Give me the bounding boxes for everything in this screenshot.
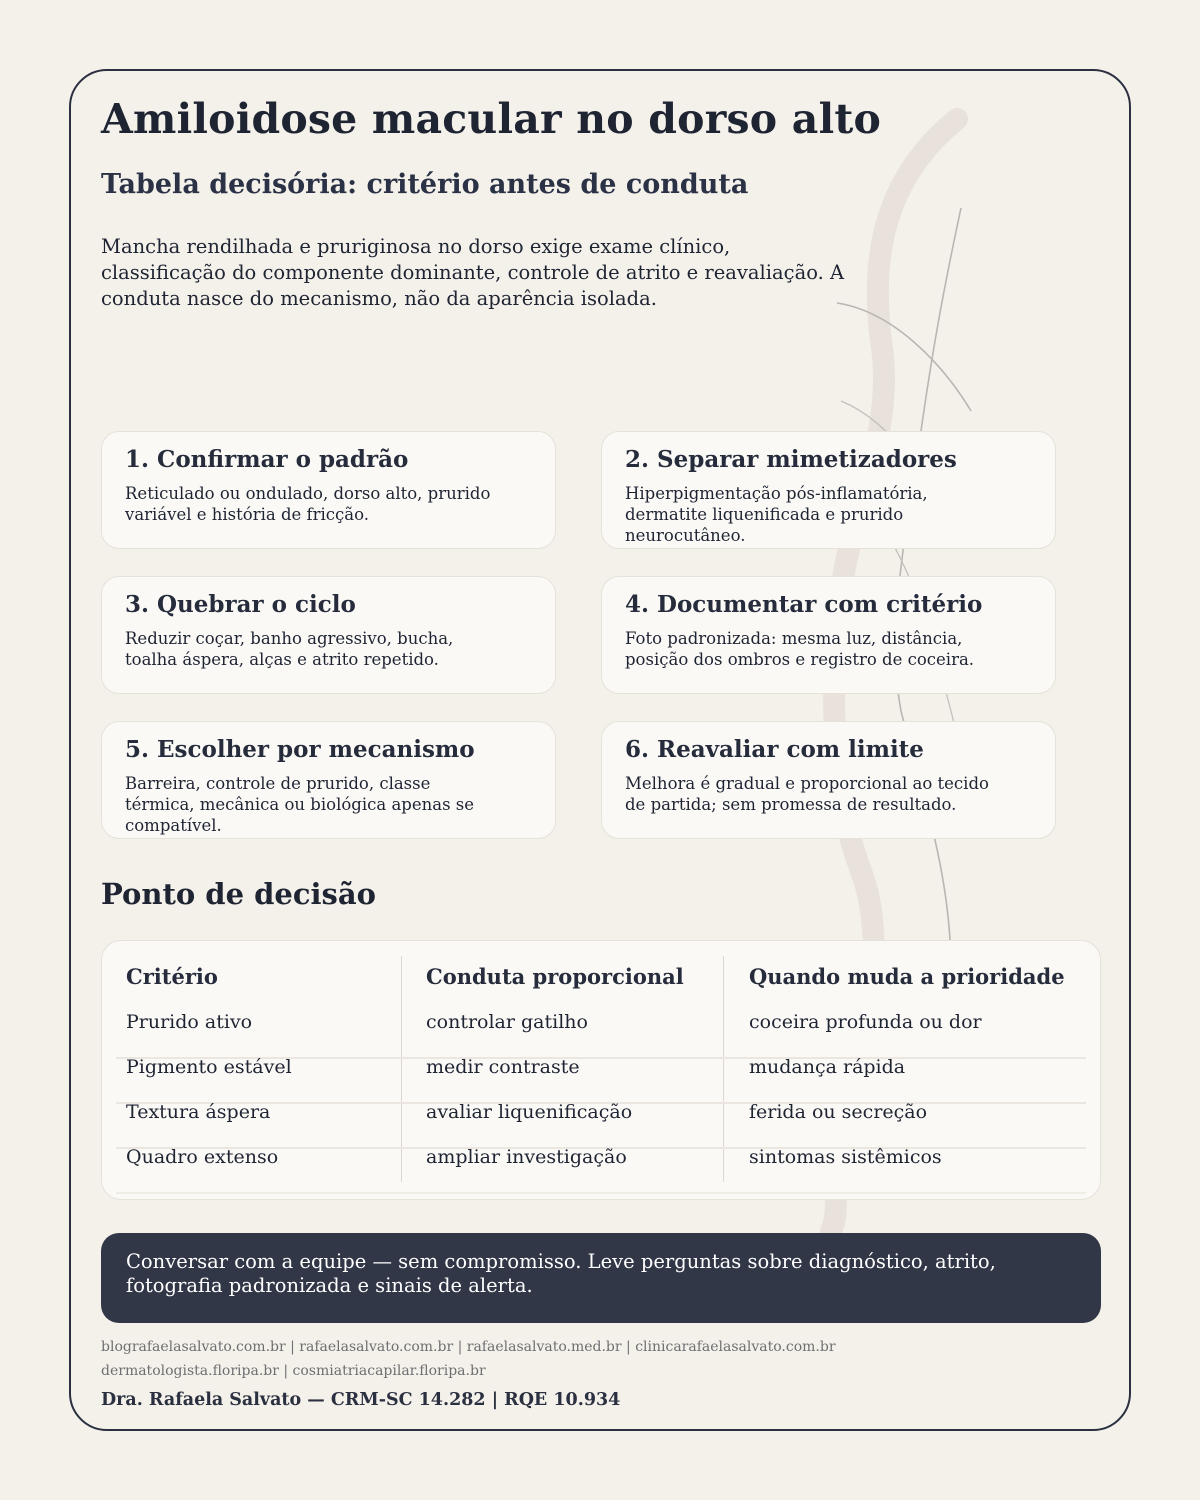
- table-header-conduta: Conduta proporcional: [426, 964, 684, 989]
- step-card-3: [101, 576, 556, 694]
- step-text: Reduzir coçar, banho agressivo, bucha, toalha áspera, alças e atrito repetido.: [125, 629, 454, 669]
- step-title: 5. Escolher por mecanismo: [125, 736, 475, 763]
- step-text: Barreira, controle de prurido, classe térmica, mecânica ou biológica apenas se compatível.: [125, 774, 475, 835]
- step-title: 2. Separar mimetizadores: [625, 446, 957, 473]
- step-card-2: [601, 431, 1056, 549]
- step-text: Melhora é gradual e proporcional ao tecido de partida; sem promessa de resultado.: [625, 774, 989, 814]
- page-title: Amiloidose macular no dorso alto: [101, 95, 882, 143]
- table-header-prioridade: Quando muda a prioridade: [749, 964, 1065, 989]
- page-subtitle: Tabela decisória: critério antes de conduta: [101, 169, 749, 200]
- table-cell: Prurido ativo: [126, 1011, 253, 1033]
- step-card-5: [101, 721, 556, 839]
- decision-table: [101, 940, 1101, 1200]
- decision-section-title: Ponto de decisão: [101, 877, 376, 911]
- step-text: Hiperpigmentação pós-inflamatória, dermatite liquenificada e prurido neurocutâneo.: [625, 484, 928, 545]
- table-cell: Textura áspera: [126, 1101, 271, 1123]
- table-cell: Quadro extenso: [126, 1146, 279, 1168]
- table-cell: sintomas sistêmicos: [749, 1146, 942, 1168]
- step-title: 1. Confirmar o padrão: [125, 446, 409, 473]
- table-cell: avaliar liquenificação: [426, 1101, 633, 1123]
- step-text: Reticulado ou ondulado, dorso alto, prurido variável e história de fricção.: [125, 484, 491, 524]
- content: [71, 71, 1131, 1431]
- footer-links-line: blografaelasalvato.com.br | rafaelasalvato.com.br | rafaelasalvato.med.br | clinicarafaelasalvato.com.br: [101, 1339, 836, 1355]
- step-card-6: [601, 721, 1056, 839]
- table-cell: controlar gatilho: [426, 1011, 588, 1033]
- footer-links: [101, 1335, 836, 1383]
- table-cell: ampliar investigação: [426, 1146, 627, 1168]
- infographic-frame: [69, 69, 1131, 1431]
- table-header-criterio: Critério: [126, 964, 218, 989]
- step-title: 6. Reavaliar com limite: [625, 736, 924, 763]
- step-title: 3. Quebrar o ciclo: [125, 591, 356, 618]
- cta-banner[interactable]: [101, 1233, 1101, 1323]
- step-title: 4. Documentar com critério: [625, 591, 983, 618]
- row-divider: [116, 1192, 1086, 1194]
- cta-text: Conversar com a equipe — sem compromisso. Leve perguntas sobre diagnóstico, atrito, fotografia padronizada e sinais de alerta.: [126, 1250, 996, 1297]
- table-cell: coceira profunda ou dor: [749, 1011, 982, 1033]
- step-card-1: [101, 431, 556, 549]
- doctor-signature: Dra. Rafaela Salvato — CRM-SC 14.282 | RQE 10.934: [101, 1390, 621, 1410]
- intro-text: Mancha rendilhada e pruriginosa no dorso exige exame clínico, classificação do componente dominante, controle de atrito e reavaliação. A conduta nasce do mecanismo, não da aparência isolada.: [101, 235, 845, 310]
- table-cell: mudança rápida: [749, 1056, 906, 1078]
- step-card-4: [601, 576, 1056, 694]
- table-cell: ferida ou secreção: [749, 1101, 928, 1123]
- table-cell: Pigmento estável: [126, 1056, 292, 1078]
- table-cell: medir contraste: [426, 1056, 580, 1078]
- footer-links-line: dermatologista.floripa.br | cosmiatriacapilar.floripa.br: [101, 1363, 486, 1379]
- step-text: Foto padronizada: mesma luz, distância, posição dos ombros e registro de coceira.: [625, 629, 975, 669]
